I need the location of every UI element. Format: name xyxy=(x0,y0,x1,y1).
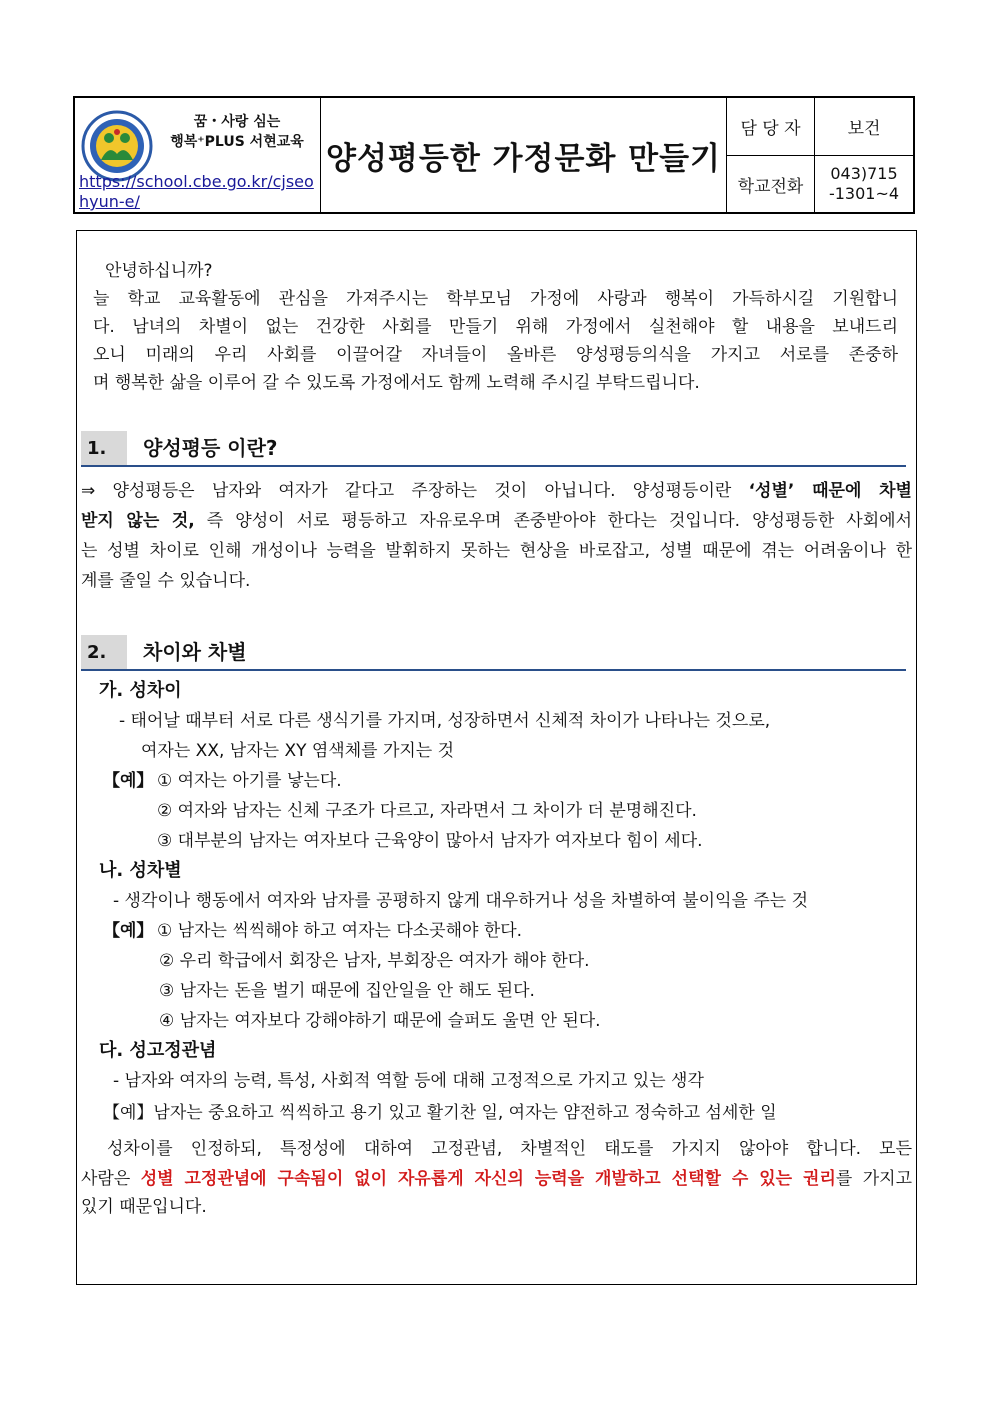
section-1-title: 양성평등 이란? xyxy=(143,436,278,460)
contact-value: 보건 xyxy=(815,98,913,156)
subsection-b-example-4: ④ 남자는 여자보다 강해야하기 때문에 슬퍼도 울면 안 된다. xyxy=(159,1011,601,1031)
closing-line-2-start: 사람은 xyxy=(81,1169,141,1189)
newsletter-body xyxy=(76,230,917,1285)
school-slogan xyxy=(159,112,315,152)
subsection-b-desc: - 생각이나 행동에서 여자와 남자를 공평하지 않게 대우하거나 성을 차별하여 불이익을 주는 것 xyxy=(113,891,809,911)
section-2-title: 차이와 차별 xyxy=(143,640,247,664)
closing-line-2 xyxy=(81,1165,912,1193)
section-1-line-2-bold: 받지 않는 것, xyxy=(81,511,195,531)
section-1-header xyxy=(81,431,906,467)
subsection-b-example-2: ② 우리 학급에서 회장은 남자, 부회장은 여자가 해야 한다. xyxy=(159,951,590,971)
phone-value-line-2: -1301~4 xyxy=(828,184,900,203)
closing-line-3: 있기 때문입니다. xyxy=(81,1197,207,1217)
section-1-line-1 xyxy=(81,477,912,505)
intro-line-4: 며 행복한 삶을 이루어 갈 수 있도록 가정에서도 함께 노력해 주시길 부탁드립니다. xyxy=(93,373,700,393)
subsection-b-title: 나. 성차별 xyxy=(99,860,182,881)
slogan-line-2: 행복⁺PLUS 서현교육 xyxy=(170,134,304,150)
closing-line-1: 성차이를 인정하되, 특정성에 대하여 고정관념, 차별적인 태도를 가지지 않아야 합니다. 모든 xyxy=(107,1139,912,1159)
subsection-b-example-3: ③ 남자는 돈을 벌기 때문에 집안일을 안 해도 된다. xyxy=(159,981,535,1001)
header-table xyxy=(73,96,915,214)
page-title: 양성평등한 가정문화 만들기 xyxy=(326,140,721,177)
section-1-line-2 xyxy=(81,507,912,535)
contact-label: 담 당 자 xyxy=(727,98,815,156)
phone-label: 학교전화 xyxy=(727,156,815,212)
phone-value xyxy=(815,156,913,212)
subsection-c-desc: - 남자와 여자의 능력, 특성, 사회적 역할 등에 대해 고정적으로 가지고 있는 생각 xyxy=(113,1071,704,1091)
school-info-cell xyxy=(75,98,321,212)
subsection-b-example-label: 【예】 xyxy=(103,921,154,941)
section-1-line-1-text: ⇒ 양성평등은 남자와 여자가 같다고 주장하는 것이 아닙니다. 양성평등이란 xyxy=(81,481,749,501)
subsection-a-desc-2: 여자는 XX, 남자는 XY 염색체를 가지는 것 xyxy=(141,741,455,761)
subsection-a-desc-1: - 태어날 때부터 서로 다른 생식기를 가지며, 성장하면서 신체적 차이가 나타나는 것으로, xyxy=(119,711,771,731)
closing-line-2-end: 를 가지고 xyxy=(835,1169,913,1189)
title-cell xyxy=(321,98,727,212)
greeting: 안녕하십니까? xyxy=(105,261,213,281)
intro-line-2: 다. 남녀의 차별이 없는 건강한 사회를 만들기 위해 가정에서 실천해야 할 내용을 보내드리 xyxy=(93,317,898,337)
intro-line-1: 늘 학교 교육활동에 관심을 가져주시는 학부모님 가정에 사랑과 행복이 가득하시길 기원합니 xyxy=(93,289,898,309)
slogan-line-1: 꿈・사랑 심는 xyxy=(193,114,281,130)
section-2-number: 2. xyxy=(81,635,127,669)
subsection-b-example-1: ① 남자는 씩씩해야 하고 여자는 다소곳해야 한다. xyxy=(157,921,523,941)
intro-line-3: 오니 미래의 우리 사회를 이끌어갈 자녀들이 올바른 양성평등의식을 가지고 서로를 존중하 xyxy=(93,345,898,365)
subsection-a-example-1: ① 여자는 아기를 낳는다. xyxy=(157,771,342,791)
section-1-line-3: 는 성별 차이로 인해 개성이나 능력을 발휘하지 못하는 현상을 바로잡고, 성별 때문에 겪는 어려움이나 한 xyxy=(81,541,912,561)
section-1-line-1-bold: ‘성별’ 때문에 차별 xyxy=(748,481,912,501)
subsection-a-title: 가. 성차이 xyxy=(99,680,182,701)
subsection-a-example-3: ③ 대부분의 남자는 여자보다 근육양이 많아서 남자가 여자보다 힘이 세다. xyxy=(157,831,703,851)
closing-highlight: 성별 고정관념에 구속됨이 없이 자유롭게 자신의 능력을 개발하고 선택할 수 있는 권리 xyxy=(140,1169,836,1189)
phone-value-line-1: 043)715 xyxy=(830,164,898,183)
section-1-line-2-text: 즉 양성이 서로 평등하고 자유로우며 존중받아야 한다는 것입니다. 양성평등한 사회에서 xyxy=(194,511,912,531)
subsection-a-example-2: ② 여자와 남자는 신체 구조가 다르고, 자라면서 그 차이가 더 분명해진다. xyxy=(157,801,697,821)
subsection-c-title: 다. 성고정관념 xyxy=(99,1040,217,1061)
section-2-header xyxy=(81,635,906,671)
subsection-c-example: 【예】남자는 중요하고 씩씩하고 용기 있고 활기찬 일, 여자는 얌전하고 정숙하고 섬세한 일 xyxy=(103,1103,777,1123)
section-1-line-4: 계를 줄일 수 있습니다. xyxy=(81,571,251,591)
school-homepage-link[interactable]: https://school.cbe.go.kr/cjseohyun-e/ xyxy=(79,172,314,211)
subsection-a-example-label: 【예】 xyxy=(103,771,154,791)
section-1-number: 1. xyxy=(81,431,127,465)
